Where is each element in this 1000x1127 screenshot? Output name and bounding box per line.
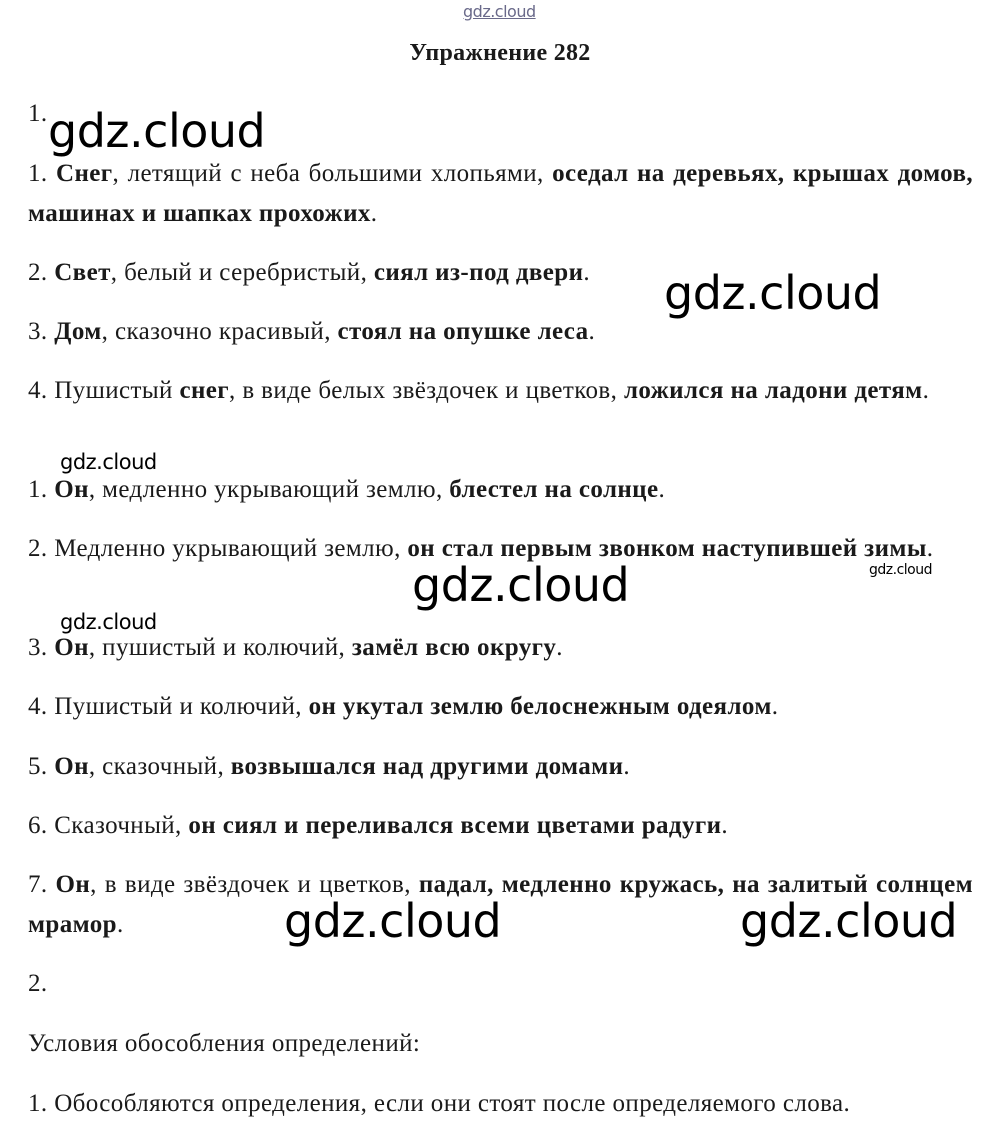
sentence-number: 3. [28, 318, 48, 345]
sentence-middle: , в виде звёздочек и цветков, [90, 871, 419, 898]
page-title: Упражнение 282 [409, 40, 591, 66]
sentence-middle: Пушистый и колючий, [47, 693, 309, 720]
watermark: gdz.cloud [664, 266, 882, 320]
sentence-middle: , в виде белых звёздочек и цветков, [229, 377, 624, 404]
sentence-subject: снег [179, 377, 230, 404]
watermark: gdz.cloud [60, 450, 157, 474]
sentence-subject: Он [54, 476, 89, 503]
section-1-label: 1. [28, 100, 48, 127]
sentence-end: . [922, 377, 930, 404]
sentence-1-3 [28, 312, 595, 352]
sentence-end: . [556, 634, 563, 661]
sentence-number: 2. [28, 259, 48, 286]
sentence-middle: , белый и серебристый, [110, 259, 374, 286]
sentence-end: . [623, 753, 631, 780]
sentence-number: 2. [28, 535, 48, 562]
sentence-end: . [721, 812, 729, 839]
sentence-end: . [370, 200, 378, 227]
conditions-heading: Условия обособления определений: [28, 1030, 421, 1057]
sentence-end: . [926, 535, 934, 562]
sentence-predicate: ложился на ладони детям [623, 377, 923, 404]
sentence-subject: Снег [55, 160, 113, 187]
sentence-2-1 [28, 470, 665, 510]
condition-1: 1. Обособляются определения, если они стоят после определяемого слова. [28, 1090, 851, 1117]
sentence-1-1 [28, 154, 973, 234]
sentence-middle: , летящий с неба большими хлопьями, [112, 160, 553, 187]
sentence-subject: Он [55, 871, 91, 898]
sentence-pre: Пушистый [47, 377, 180, 404]
sentence-predicate: оседал на деревьях, крышах домов, машинах и шапках прохожих [28, 160, 974, 227]
sentence-number: 4. [28, 693, 48, 720]
sentence-subject: Он [54, 634, 89, 661]
sentence-end: . [771, 693, 779, 720]
sentence-predicate: возвышался над другими домами [230, 753, 624, 780]
sentence-end: . [588, 318, 596, 345]
sentence-subject: Он [54, 753, 89, 780]
sentence-middle: , медленно укрывающий землю, [88, 476, 450, 503]
watermark: gdz.cloud [412, 558, 630, 612]
sentence-2-5 [28, 747, 630, 787]
sentence-end: . [658, 476, 666, 503]
sentence-middle: , сказочно красивый, [101, 318, 338, 345]
sentence-predicate: сиял из-под двери [373, 259, 584, 286]
sentence-predicate: замёл всю округу [351, 634, 557, 661]
watermark: gdz.cloud [60, 610, 157, 634]
sentence-predicate: он укутал землю белоснежным одеялом [308, 693, 772, 720]
sentence-number: 7. [28, 871, 48, 898]
watermark-top-link[interactable]: gdz.cloud [463, 2, 536, 21]
sentence-predicate: стоял на опушке леса [337, 318, 589, 345]
sentence-number: 3. [28, 634, 48, 661]
sentence-end: . [583, 259, 591, 286]
watermark: gdz.cloud [869, 562, 932, 578]
sentence-middle: Медленно укрывающий землю, [47, 535, 408, 562]
sentence-subject: Дом [54, 318, 102, 345]
sentence-predicate: падал, медленно кружась, на залитый солнцем мрамор [28, 871, 974, 938]
watermark: gdz.cloud [284, 894, 502, 948]
sentence-1-4 [28, 371, 973, 411]
sentence-predicate: он стал первым звонком наступившей зимы [407, 535, 927, 562]
sentence-predicate: он сиял и переливался всеми цветами радуги [188, 812, 722, 839]
sentence-2-6 [28, 806, 728, 846]
sentence-2-4 [28, 687, 778, 727]
sentence-1-2 [28, 253, 590, 293]
sentence-number: 5. [28, 753, 48, 780]
sentence-middle: , сказочный, [88, 753, 231, 780]
sentence-middle: Сказочный, [47, 812, 189, 839]
sentence-number: 1. [28, 476, 48, 503]
section-2-label: 2. [28, 970, 48, 997]
sentence-number: 6. [28, 812, 48, 839]
sentence-subject: Свет [54, 259, 111, 286]
sentence-end: . [116, 911, 124, 938]
watermark: gdz.cloud [48, 104, 266, 158]
sentence-middle: , пушистый и колючий, [88, 634, 352, 661]
sentence-number: 1. [28, 160, 48, 187]
watermark: gdz.cloud [740, 894, 958, 948]
sentence-number: 4. [28, 377, 48, 404]
sentence-predicate: блестел на солнце [449, 476, 659, 503]
sentence-2-3 [28, 628, 563, 668]
